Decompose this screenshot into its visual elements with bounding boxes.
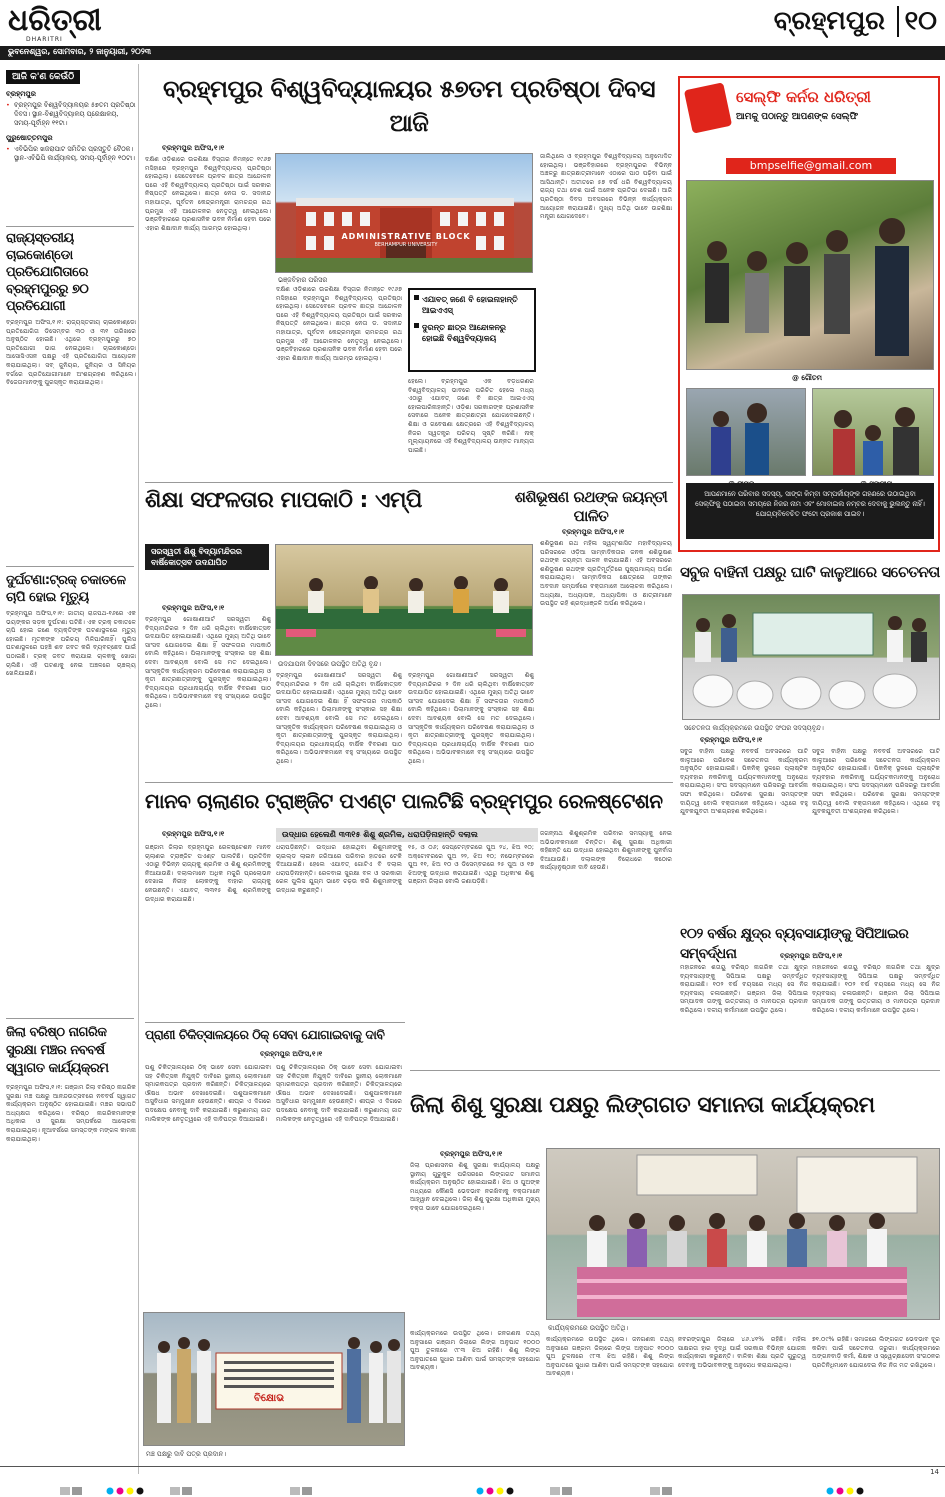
today-city-label: ବ୍ରହ୍ମପୁର — [6, 90, 36, 98]
green-photo-caption: ସଚେତନତା କାର୍ଯ୍ୟକ୍ରମରେ ଉପସ୍ଥିତ ସଂଘର ସଦସ୍ୟବୃନ୍ଦ। — [684, 724, 824, 732]
list-item: • ବ୍ରହ୍ମପୁର ବିଶ୍ୱବିଦ୍ୟାଳୟର ୫୭ତମ ପ୍ରତିଷ୍ଠା ଦିବସ। ସ୍ଥାନ-ବିଶ୍ୱବିଦ୍ୟାଳୟ ପ୍ରେକ୍ଷାଳୟ, ସମୟ-ପୂର୍ବାହ୍ନ ୧୧ଟା। — [6, 101, 136, 128]
masthead-logo — [8, 3, 178, 43]
selfie-photo-3 — [812, 388, 934, 476]
vet-protest-photo — [143, 1312, 405, 1446]
rath-body: ଶଶିଭୂଷଣ ରଥ ମହିଳା ସ୍ୱୟଂଶାସିତ ମହାବିଦ୍ୟାଳୟ ପରିସରରେ ଓଡ଼ିଆ ସାମ୍ବାଦିକତାର ଜନକ ଶଶିଭୂଷଣ ରଥଙ୍କ ଜୟନ୍ତୀ ପାଳନ କରାଯାଇଛି। ଏହି ଅବସରରେ ଶଶିଭୂଷଣ ରଥଙ୍କ ପ୍ରତିମୂର୍ତ୍ତିରେ ପୁଷ୍ପମାଲ୍ୟ ଅର୍ପଣ କରାଯାଇଥିଲା। ସାମ୍ବାଦିକତା କ୍ଷେତ୍ରରେ ତାଙ୍କର ଅବଦାନ ସମ୍ପର୍କରେ ବକ୍ତାମାନେ ଆଲୋଚନା କରିଥିଲେ। ଅଧ୍ୟକ୍ଷା, ଅଧ୍ୟାପକ, ଅଧ୍ୟାପିକା ଓ ଛାତ୍ରୀମାନେ ଉପସ୍ଥିତ ରହି ଶ୍ରଦ୍ଧାଞ୍ଜଳି ଅର୍ପଣ କରିଥିଲେ। — [540, 540, 672, 608]
gender-body-col5: ୭୧.୦୯% ରହିଛି। ସମାଜରେ ଲିଙ୍ଗଗତ ଭେଦଭାବ ଦୂର କରିବା ପାଇଁ ସଚେତନତା ଜରୁରୀ। କାର୍ଯ୍ୟକ୍ରମରେ ଅଙ୍ଗନବାଡ଼ି କର୍ମୀ, ଶିକ୍ଷକ ଓ ସ୍ୱେଚ୍ଛାସେବୀ ସଂଗଠନର ପ୍ରତିନିଧିମାନେ ଯୋଗଦେଇ ନିଜ ନିଜ ମତ ରଖିଥିଲେ। — [812, 1336, 940, 1369]
gender-body-col4: ନବରଙ୍ଗପୁର ଜିଲାରେ ୪୬.୪୧% ରହିଛି। ମହିଳା ସାକ୍ଷରତା ହାର ବୃଦ୍ଧି ପାଇଁ ସରକାର ବିଭିନ୍ନ ଯୋଜନା କାର୍ଯ୍ୟକାରୀ କରୁଛନ୍ତି। ବାଳିକା ଶିକ୍ଷା ପ୍ରତି ଗୁରୁତ୍ୱ ଦେବାକୁ ଅଭିଭାବକଙ୍କୁ ଅନୁରୋଧ କରାଯାଇଥିଲା। — [678, 1336, 806, 1369]
cpi-byline: ବ୍ରହ୍ମପୁର ଅଫିସ,୧।୧ — [780, 952, 843, 960]
selfie-banner — [688, 84, 932, 132]
mp-body-col3: ବ୍ରହ୍ମପୁର ଗୋଷାଣୀଆର୍ଟ ସରସ୍ୱତୀ ଶିଶୁ ବିଦ୍ୟାମନ୍ଦିରର ୨ ଦିନ ଧରି ଚାଲିଥିବା ବାର୍ଷିକୋତ୍ସବ ଉଦଯାପିତ ହୋଇଯାଇଛି। ଏଥିରେ ମୁଖ୍ୟ ଅତିଥି ଭାବେ ସାଂସଦ ଯୋଗଦେଇ ଶିକ୍ଷା ହିଁ ସଫଳତାର ମାପକାଠି ବୋଲି କହିଥିଲେ। ପିଲାମାନଙ୍କୁ ସଂସ୍କାର ସହ ଶିକ୍ଷା ଦେବା ଆବଶ୍ୟକ ବୋଲି ସେ ମତ ଦେଇଥିଲେ। ସାଂସ୍କୃତିକ କାର୍ଯ୍ୟକ୍ରମ ପରିବେଷଣ କରାଯାଇଥିଲା ଓ କୃତୀ ଛାତ୍ରଛାତ୍ରୀଙ୍କୁ ପୁରସ୍କୃତ କରାଯାଇଥିଲା। ବିଦ୍ୟାଳୟର ପ୍ରଧାନାଚାର୍ଯ୍ୟ ବାର୍ଷିକ ବିବରଣୀ ପାଠ କରିଥିଲେ। ଅଭିଭାବକମାନେ ବହୁ ସଂଖ୍ୟାରେ ଉପସ୍ଥିତ ଥିଲେ। — [408, 672, 534, 765]
selfie-label-1: @ ଗୌତମ — [792, 374, 822, 382]
volunteers-illustration — [683, 595, 940, 720]
divider — [145, 782, 673, 783]
footer-rule — [0, 1466, 945, 1467]
footer-page-ref: 14 — [930, 1468, 939, 1476]
column-rule — [138, 64, 139, 1474]
green-headline: ସବୁଜ ବାହିନୀ ପକ୍ଷରୁ ଘାଟି କାଳୁଆରେ ସଚେତନତା — [680, 563, 940, 581]
today-box — [6, 64, 136, 163]
cpi-body-col1: ମହାଜନରେ ଶତାୟୁ ବରିଷ୍ଠ ନାଗରିକ ତଥା କ୍ଷୁଦ୍ର ବ୍ୟବସାୟୀଙ୍କୁ ସିପିଆଇ ପକ୍ଷରୁ ସମ୍ବର୍ଦ୍ଧିତ କରାଯାଇଛି। ୧୦୨ ବର୍ଷ ବୟସରେ ମଧ୍ୟ ସେ ନିଜ ବ୍ୟବସାୟ ଚଳାଉଛନ୍ତି। ଗଞ୍ଜାମ ଜିଲା ସିପିଆଇ ସମ୍ପାଦକ ତାଙ୍କୁ ଉତ୍ତରୀୟ ଓ ମାନପତ୍ର ପ୍ରଦାନ କରିଥିଲେ। ଦଳୀୟ କର୍ମୀମାନେ ଉପସ୍ଥିତ ଥିଲେ। — [680, 964, 808, 1014]
cpi-body-col2: ମହାଜନରେ ଶତାୟୁ ବରିଷ୍ଠ ନାଗରିକ ତଥା କ୍ଷୁଦ୍ର ବ୍ୟବସାୟୀଙ୍କୁ ସିପିଆଇ ପକ୍ଷରୁ ସମ୍ବର୍ଦ୍ଧିତ କରାଯାଇଛି। ୧୦୨ ବର୍ଷ ବୟସରେ ମଧ୍ୟ ସେ ନିଜ ବ୍ୟବସାୟ ଚଳାଉଛନ୍ତି। ଗଞ୍ଜାମ ଜିଲା ସିପିଆଇ ସମ୍ପାଦକ ତାଙ୍କୁ ଉତ୍ତରୀୟ ଓ ମାନପତ୍ର ପ୍ରଦାନ କରିଥିଲେ। ଦଳୀୟ କର୍ମୀମାନେ ଉପସ୍ଥିତ ଥିଲେ। — [812, 964, 940, 1014]
mp-subheadline: ସରସ୍ୱତୀ ଶିଶୁ ବିଦ୍ୟାମନ୍ଦିରର ବାର୍ଷିକୋତ୍ସବ ଉଦଯାପିତ — [145, 544, 269, 570]
phone-icon — [684, 82, 732, 133]
university-building-illustration — [276, 154, 533, 273]
green-body-col1: ସବୁଜ ବାହିନୀ ପକ୍ଷରୁ ନବବର୍ଷ ଅବସରରେ ଘାଟି କାଳୁଆରେ ପରିବେଶ ସଚେତନତା କାର୍ଯ୍ୟକ୍ରମ ଅନୁଷ୍ଠିତ ହୋଇଯାଇଛି। ପିକନିକ୍ ସ୍ଥଳରେ ପ୍ଲାଷ୍ଟିକ ବ୍ୟବହାର ନକରିବାକୁ ପର୍ଯ୍ୟଟକମାନଙ୍କୁ ଅନୁରୋଧ କରାଯାଇଥିଲା। ସଂଘ ସଦସ୍ୟମାନେ ପରିସରରୁ ଆବର୍ଜନା ସଫା କରିଥିଲେ। ପରିବେଶ ସୁରକ୍ଷା ସମସ୍ତଙ୍କ ଦାୟିତ୍ୱ ବୋଲି ବକ୍ତାମାନେ କହିଥିଲେ। ଏଥିରେ ବହୁ ଯୁବକଯୁବତୀ ଅଂଶଗ୍ରହଣ କରିଥିଲେ। — [680, 748, 808, 816]
gender-headline: ଜିଲା ଶିଶୁ ସୁରକ୍ଷା ପକ୍ଷରୁ ଲିଙ୍ଗଗତ ସମାନତା କାର୍ଯ୍ୟକ୍ରମ — [410, 1093, 875, 1118]
rail-body-col4: ଜଗନ୍ନାଥ ଶିଶୁଶ୍ରମିକ ପରିବାର ସମସ୍ୟାକୁ ନେଇ ଅଭିଭାବକମାନେ ଚିନ୍ତିତ। ଶିଶୁ ସୁରକ୍ଷା ଅଧିକାରୀ କହିଛନ୍ତି ଯେ ଉଦ୍ଧାର ହୋଇଥିବା ଶିଶୁମାନଙ୍କୁ ପୁନର୍ବାସ ଦିଆଯାଉଛି। ଦଲାଲଙ୍କ ବିରୋଧରେ କଠୋର କାର୍ଯ୍ୟାନୁଷ୍ଠାନ ଦାବି ହେଉଛି। — [540, 830, 672, 872]
vet-headline: ପ୍ରାଣୀ ଚିକିତ୍ସାଳୟରେ ଠିକ୍ ସେବା ଯୋଗାଇବାକୁ ଦାବି — [145, 1027, 385, 1042]
square-bullet-icon — [414, 323, 419, 328]
square-bullet-icon — [414, 295, 419, 300]
selfie-banner-title: ସେଲ୍ଫି କର୍ନର ଧରିତ୍ରୀ — [736, 88, 871, 106]
today-city2-label: ପୁରୁଷୋତ୍ତମପୁର — [6, 134, 53, 142]
rail-headline: ମାନବ ଚାଲାଣର ଟ୍ରାଞ୍ଜିଟ ପଏଣ୍ଟ ପାଲଟିଛି ବ୍ରହ୍ମପୁର ରେଳଷ୍ଟେଶନ — [145, 789, 663, 813]
pull-quote-1-text: ଏଯାବତ୍ ଜଣେ ବି ହୋଇନାହାନ୍ତି ଆଇଏଏସ୍ — [422, 295, 518, 315]
mp-photo-caption: ଉଦଯାପନୀ ଦିବସରେ ଉପସ୍ଥିତ ଅତିଥି ବୃନ୍ଦ। — [278, 660, 381, 668]
divider — [6, 1018, 134, 1019]
group-people-illustration — [687, 389, 806, 476]
story-taekwondo — [6, 230, 136, 559]
pull-quote-1 — [414, 294, 530, 316]
rath-byline: ବ୍ରହ୍ମପୁର ଅଫିସ,୧।୧ — [562, 528, 625, 536]
story-body: ବ୍ରହ୍ମପୁର ଅଫିସ,୧।୧: ଜାତୀୟ ରାଜପଥ-୧୬ରେ ଏକ ଭୟଙ୍କର ସଡ଼କ ଦୁର୍ଘଟଣା ଘଟିଛି। ଏକ ଟ୍ରକ୍ ଚକାତଳେ ଚାପି ହୋଇ ଜଣେ ବ୍ୟକ୍ତିଙ୍କ ଘଟଣାସ୍ଥଳରେ ମୃତ୍ୟୁ ହୋଇଛି। ମୃତକଙ୍କ ପରିଚୟ ମିଳିପାରିନାହିଁ। ପୁଲିସ ଘଟଣାସ୍ଥଳରେ ପହଞ୍ଚି ଶବ ଜବତ କରି ବ୍ୟବଚ୍ଛେଦ ପାଇଁ ପଠାଇଛି। ଟ୍ରକ୍ ଜବତ କରାଯାଇ ଚାଳକକୁ ଖୋଜା ଚାଲିଛି। ଏହି ଘଟଣାକୁ ନେଇ ଅଞ୍ଚଳରେ ଚାଞ୍ଚଲ୍ୟ ଖେଳିଯାଇଛି। — [6, 610, 136, 678]
selfie-photo-1 — [686, 180, 934, 370]
logo-subtext: DHARITRI — [26, 36, 63, 43]
photo-caption: ଭଞ୍ଜବିହାର ପରିସର — [278, 276, 328, 284]
today-list — [6, 101, 136, 128]
story-body: ବ୍ରହ୍ମପୁର ଅଫିସ,୧।୧: ରାଜ୍ୟସ୍ତରୀୟ ଚାଇକୋଣ୍ଡୋ ପ୍ରତିଯୋଗିତା ଡିସେମ୍ବର ୩୦ ଓ ୩୧ ତାରିଖରେ ଅନୁଷ୍ଠିତ ହୋଇଛି। ଏଥିରେ ବ୍ରହ୍ମପୁରରୁ ୭୦ ପ୍ରତିଯୋଗୀ ଭାଗ ନେଇଥିଲେ। ଚାଇକୋଣ୍ଡୋ ଆସୋସିଏସନ ପକ୍ଷରୁ ଏହି ପ୍ରତିଯୋଗିତା ଆୟୋଜନ କରାଯାଇଥିଲା। ସବ୍ ଜୁନିୟର, ଜୁନିୟର ଓ ସିନିୟର ବର୍ଗରେ ପ୍ରତିଯୋଗୀମାନେ ଅଂଶଗ୍ରହଣ କରିଥିଲେ। ବିଜେତାମାନଙ୍କୁ ପୁରସ୍କୃତ କରାଯାଇଥିଲା। — [6, 319, 136, 387]
mp-event-photo — [275, 544, 533, 656]
vet-body-col2: ପଶୁ ଚିକିତ୍ସାଳୟରେ ଠିକ୍ ଭାବେ ସେବା ଯୋଗାଇବା ସହ ଚିକିତ୍ସକ ନିଯୁକ୍ତି ଦାବିରେ ସ୍ଥାନୀୟ ଲୋକମାନେ ସ୍ମାରକପତ୍ର ପ୍ରଦାନ କରିଛନ୍ତି। ଚିକିତ୍ସାଳୟରେ ଔଷଧ ଅଭାବ ଦେଖାଦେଇଛି। ପଶୁପାଳକମାନେ ଅସୁବିଧାର ସମ୍ମୁଖୀନ ହେଉଛନ୍ତି। ଶୀଘ୍ର ଏ ଦିଗରେ ପଦକ୍ଷେପ ନେବାକୁ ଦାବି କରାଯାଇଛି। କରୁଣାମୟ ଜାତ ମାଲିକଙ୍କ ନେତୃତ୍ୱରେ ଏହି ଦାବିପତ୍ର ଦିଆଯାଇଛି। — [276, 1064, 402, 1123]
gender-body-col3: କାର୍ଯ୍ୟକ୍ରମରେ ଉପସ୍ଥିତ ଥିଲେ। ଜନଗଣନା ତଥ୍ୟ ଅନୁସାରେ ଗଞ୍ଜାମ ଜିଲାରେ ଲିଙ୍ଗ ଅନୁପାତ ୧୦୦୦ ପୁଅ ତୁଳନାରେ ୯୮୩ ଝିଅ ରହିଛି। ଶିଶୁ ଲିଙ୍ଗ ଅନୁପାତରେ ସୁଧାର ଆଣିବା ପାଇଁ ସମସ୍ତଙ୍କ ସହଯୋଗ ଆବଶ୍ୟକ। — [546, 1336, 674, 1378]
group-people-illustration — [813, 389, 934, 476]
headline: ଜିଲା ବରିଷ୍ଠ ନାଗରିକ ସୁରକ୍ଷା ମଞ୍ଚର ନବବର୍ଷ ସ୍ୱାଗତ କାର୍ଯ୍ୟକ୍ରମ — [6, 1025, 109, 1076]
rail-byline: ବ୍ରହ୍ମପୁର ଅଫିସ,୧।୧ — [162, 830, 225, 838]
lead-body-col2: ଦକ୍ଷିଣ ଓଡ଼ିଶାରେ ଉଚ୍ଚଶିକ୍ଷା ବିସ୍ତାର ନିମନ୍ତେ ୧୯୬୭ ମସିହାରେ ବ୍ରହ୍ମପୁର ବିଶ୍ୱବିଦ୍ୟାଳୟ ପ୍ରତିଷ୍ଠା ହୋଇଥିଲା। ସେତେବେଳେ ପ୍ରବଳ ଛାତ୍ର ଆନ୍ଦୋଳନ ପରେ ଏହି ବିଶ୍ୱବିଦ୍ୟାଳୟ ପ୍ରତିଷ୍ଠା ପାଇଁ ସରକାର ନିଷ୍ପତ୍ତି ନେଇଥିଲେ। ଛାତ୍ର ନେତା ଡ. ସଦାନନ୍ଦ ମହାପାତ୍ର, ପୂର୍ବତନ କେନ୍ଦ୍ରମନ୍ତ୍ରୀ ରାମଚନ୍ଦ୍ର ରଥ ପ୍ରମୁଖ ଏହି ଆନ୍ଦୋଳନର ନେତୃତ୍ୱ ନେଇଥିଲେ। ଭଞ୍ଜବିହାରରେ ପ୍ରଶାସନିକ ଭବନ ନିର୍ମାଣ ହେବା ପରେ ଏହାର ଶିକ୍ଷାଦାନ କାର୍ଯ୍ୟ ଆରମ୍ଭ ହୋଇଥିଲା। — [276, 286, 402, 362]
lead-body-col3: ହେଲେ। ବ୍ରହ୍ମପୁର ଏକ ବଡ଼ଧରଣର ବିଶ୍ୱବିଦ୍ୟାଳୟ ଭାବରେ ପରିଚିତ ହେଲେ ମଧ୍ୟ ଏଠାରୁ ଏଯାବତ୍ ଜଣେ ବି ଛାତ୍ର ଆଇଏଏସ୍ ହୋଇପାରିନାହାନ୍ତି। ଓଡ଼ିଶା ସରକାରଙ୍କ ପ୍ରଶାସନିକ ସେବାରେ ଅନେକ ଛାତ୍ରଛାତ୍ରୀ ଯୋଗଦେଇଛନ୍ତି। ଶିକ୍ଷା ଓ ଗବେଷଣା କ୍ଷେତ୍ରରେ ଏହି ବିଶ୍ୱବିଦ୍ୟାଳୟ ନିଜର ସ୍ୱତନ୍ତ୍ର ପରିଚୟ ସୃଷ୍ଟି କରିଛି। ନାକ୍ ମୂଲ୍ୟାୟନରେ ଏହି ବିଶ୍ୱବିଦ୍ୟାଳୟ ଉନ୍ନତ ମାନ୍ୟତା ପାଇଛି। — [408, 378, 534, 454]
gender-body-col1: ଜିଲା ପ୍ରଶାସନର ଶିଶୁ ସୁରକ୍ଷା କାର୍ଯ୍ୟାଳୟ ପକ୍ଷରୁ ସ୍ଥାନୀୟ ଗୁରୁକୁଳ ପରିସରରେ ଲିଙ୍ଗଗତ ସମାନତା କାର୍ଯ୍ୟକ୍ରମ ଅନୁଷ୍ଠିତ ହୋଇଯାଇଛି। ଝିଅ ଓ ପୁଅଙ୍କ ମଧ୍ୟରେ କୌଣସି ଭେଦଭାବ ନରଖିବାକୁ ବକ୍ତାମାନେ ଆହ୍ୱାନ ଦେଇଥିଲେ। ଜିଲା ଶିଶୁ ସୁରକ୍ଷା ଅଧିକାରୀ ମୁଖ୍ୟ ବକ୍ତା ଭାବେ ଯୋଗଦେଇଥିଲେ। — [410, 1162, 540, 1212]
rail-body-col2: ଧରାପଡ଼ିଛନ୍ତି। ଉଦ୍ଧାର ହୋଇଥିବା ଶିଶୁମାନଙ୍କୁ ଚାଇଲ୍ଡ ଲାଇନ ଜରିଆରେ ପରିବାର ହାତରେ ଟେକି ଦିଆଯାଇଛି। ହେଲେ ଏଯାବତ୍ ଗୋଟିଏ ବି ଦଲାଲ ଧରାପଡ଼ିନାହାନ୍ତି। ରେଳବାଇ ସୁରକ୍ଷା ବଳ ଓ ସରକାରୀ ରେଳ ପୁଲିସ ଯୁଗ୍ମ ଭାବେ ଚଢ଼ଉ କରି ଶିଶୁମାନଙ୍କୁ ଉଦ୍ଧାର କରୁଛନ୍ତି। — [276, 844, 402, 894]
divider — [145, 482, 673, 483]
green-body-col2: ସବୁଜ ବାହିନୀ ପକ୍ଷରୁ ନବବର୍ଷ ଅବସରରେ ଘାଟି କାଳୁଆରେ ପରିବେଶ ସଚେତନତା କାର୍ଯ୍ୟକ୍ରମ ଅନୁଷ୍ଠିତ ହୋଇଯାଇଛି। ପିକନିକ୍ ସ୍ଥଳରେ ପ୍ଲାଷ୍ଟିକ ବ୍ୟବହାର ନକରିବାକୁ ପର୍ଯ୍ୟଟକମାନଙ୍କୁ ଅନୁରୋଧ କରାଯାଇଥିଲା। ସଂଘ ସଦସ୍ୟମାନେ ପରିସରରୁ ଆବର୍ଜନା ସଫା କରିଥିଲେ। ପରିବେଶ ସୁରକ୍ଷା ସମସ୍ତଙ୍କ ଦାୟିତ୍ୱ ବୋଲି ବକ୍ତାମାନେ କହିଥିଲେ। ଏଥିରେ ବହୁ ଯୁବକଯୁବତୀ ଅଂଶଗ୍ରହଣ କରିଥିଲେ। — [812, 748, 940, 816]
lead-headline: ବ୍ରହ୍ମପୁର ବିଶ୍ୱବିଦ୍ୟାଳୟର ୫୭ତମ ପ୍ରତିଷ୍ଠା ଦିବସ ଆଜି — [162, 75, 656, 137]
protest-banner-text: ବିକ୍ଷୋଭ — [254, 1393, 285, 1404]
gender-event-photo — [546, 1148, 940, 1320]
green-byline: ବ୍ରହ୍ମପୁର ଅଫିସ,୧।୧ — [700, 736, 763, 744]
mp-body-col1: ବ୍ରହ୍ମପୁର ଗୋଷାଣୀଆର୍ଟ ସରସ୍ୱତୀ ଶିଶୁ ବିଦ୍ୟାମନ୍ଦିରର ୨ ଦିନ ଧରି ଚାଲିଥିବା ବାର୍ଷିକୋତ୍ସବ ଉଦଯାପିତ ହୋଇଯାଇଛି। ଏଥିରେ ମୁଖ୍ୟ ଅତିଥି ଭାବେ ସାଂସଦ ଯୋଗଦେଇ ଶିକ୍ଷା ହିଁ ସଫଳତାର ମାପକାଠି ବୋଲି କହିଥିଲେ। ପିଲାମାନଙ୍କୁ ସଂସ୍କାର ସହ ଶିକ୍ଷା ଦେବା ଆବଶ୍ୟକ ବୋଲି ସେ ମତ ଦେଇଥିଲେ। ସାଂସ୍କୃତିକ କାର୍ଯ୍ୟକ୍ରମ ପରିବେଷଣ କରାଯାଇଥିଲା ଓ କୃତୀ ଛାତ୍ରଛାତ୍ରୀଙ୍କୁ ପୁରସ୍କୃତ କରାଯାଇଥିଲା। ବିଦ୍ୟାଳୟର ପ୍ରଧାନାଚାର୍ଯ୍ୟ ବାର୍ଷିକ ବିବରଣୀ ପାଠ କରିଥିଲେ। ଅଭିଭାବକମାନେ ବହୁ ସଂଖ୍ୟାରେ ଉପସ୍ଥିତ ଥିଲେ। — [145, 616, 271, 709]
gender-byline: ବ୍ରହ୍ମପୁର ଅଫିସ,୧।୧ — [440, 1150, 503, 1158]
vet-photo-caption: ମଞ୍ଚ ପକ୍ଷରୁ ଦାବି ପତ୍ର ପ୍ରଦାନ। — [146, 1450, 227, 1458]
pull-quote-2-text: ଦୁରନ୍ତ ଛାତ୍ର ଆନ୍ଦୋଳନରୁ ହୋଇଛି ବିଶ୍ୱବିଦ୍ୟାଳୟ — [422, 323, 506, 343]
selfie-banner-sub: ଆମକୁ ପଠାନ୍ତୁ ଆପଣଙ୍କ ସେଲ୍ଫି — [736, 112, 859, 122]
stage-guests-illustration — [276, 545, 533, 656]
cpi-headline: ୧୦୨ ବର୍ଷର କ୍ଷୁଦ୍ର ବ୍ୟବସାୟୀଙ୍କୁ ସିପିଆଇର ସମ୍ବର୍ଦ୍ଧନା — [680, 926, 909, 962]
vet-body-col1: ପଶୁ ଚିକିତ୍ସାଳୟରେ ଠିକ୍ ଭାବେ ସେବା ଯୋଗାଇବା ସହ ଚିକିତ୍ସକ ନିଯୁକ୍ତି ଦାବିରେ ସ୍ଥାନୀୟ ଲୋକମାନେ ସ୍ମାରକପତ୍ର ପ୍ରଦାନ କରିଛନ୍ତି। ଚିକିତ୍ସାଳୟରେ ଔଷଧ ଅଭାବ ଦେଖାଦେଇଛି। ପଶୁପାଳକମାନେ ଅସୁବିଧାର ସମ୍ମୁଖୀନ ହେଉଛନ୍ତି। ଶୀଘ୍ର ଏ ଦିଗରେ ପଦକ୍ଷେପ ନେବାକୁ ଦାବି କରାଯାଇଛି। କରୁଣାମୟ ଜାତ ମାଲିକଙ୍କ ନେତୃତ୍ୱରେ ଏହି ଦାବିପତ୍ର ଦିଆଯାଇଛି। — [145, 1064, 271, 1123]
group-people-illustration — [687, 181, 934, 370]
building-subsign: BERHAMPUR UNIVERSITY — [374, 242, 438, 248]
gender-body-col2: କାର୍ଯ୍ୟକ୍ରମରେ ଉପସ୍ଥିତ ଥିଲେ। ଜନଗଣନା ତଥ୍ୟ ଅନୁସାରେ ଗଞ୍ଜାମ ଜିଲାରେ ଲିଙ୍ଗ ଅନୁପାତ ୧୦୦୦ ପୁଅ ତୁଳନାରେ ୯୮୩ ଝିଅ ରହିଛି। ଶିଶୁ ଲିଙ୍ଗ ଅନୁପାତରେ ସୁଧାର ଆଣିବା ପାଇଁ ସମସ୍ତଙ୍କ ସହଯୋଗ ଆବଶ୍ୟକ। — [410, 1330, 540, 1372]
seated-guests-illustration — [547, 1149, 940, 1320]
lead-body-col4: ଜାଲିଥିଲେ ଓ ବ୍ରହ୍ମପୁର ବିଶ୍ୱବିଦ୍ୟାଳୟ ଅନୁମୋଦିତ ହୋଇଥିଲା। ଭଞ୍ଜବିହାରରେ ବ୍ରହ୍ମପୁରର ବିଭିନ୍ନ ଅଞ୍ଚଳରୁ ଛାତ୍ରଛାତ୍ରୀମାନେ ଏଠାରେ ପାଠ ପଢ଼ିବା ପାଇଁ ଆସିଥାନ୍ତି। ଅତୀତରେ ୫୭ ବର୍ଷ ଧରି ବିଶ୍ୱବିଦ୍ୟାଳୟ ରାଜ୍ୟ ତଥା ଦେଶ ପାଇଁ ଅନେକ ପ୍ରତିଭା ଦେଇଛି। ଆଜି ପ୍ରତିଷ୍ଠା ଦିବସ ଅବସରରେ ବିଭିନ୍ନ କାର୍ଯ୍ୟକ୍ରମ ଆୟୋଜନ କରାଯାଇଛି। ମୁଖ୍ୟ ଅତିଥି ଭାବେ ଉଚ୍ଚଶିକ୍ଷା ମନ୍ତ୍ରୀ ଯୋଗଦେବେ। — [540, 153, 672, 221]
logo-wordmark: ଧରିତ୍ରୀ — [8, 3, 102, 38]
mp-body-col2: ବ୍ରହ୍ମପୁର ଗୋଷାଣୀଆର୍ଟ ସରସ୍ୱତୀ ଶିଶୁ ବିଦ୍ୟାମନ୍ଦିରର ୨ ଦିନ ଧରି ଚାଲିଥିବା ବାର୍ଷିକୋତ୍ସବ ଉଦଯାପିତ ହୋଇଯାଇଛି। ଏଥିରେ ମୁଖ୍ୟ ଅତିଥି ଭାବେ ସାଂସଦ ଯୋଗଦେଇ ଶିକ୍ଷା ହିଁ ସଫଳତାର ମାପକାଠି ବୋଲି କହିଥିଲେ। ପିଲାମାନଙ୍କୁ ସଂସ୍କାର ସହ ଶିକ୍ଷା ଦେବା ଆବଶ୍ୟକ ବୋଲି ସେ ମତ ଦେଇଥିଲେ। ସାଂସ୍କୃତିକ କାର୍ଯ୍ୟକ୍ରମ ପରିବେଷଣ କରାଯାଇଥିଲା ଓ କୃତୀ ଛାତ୍ରଛାତ୍ରୀଙ୍କୁ ପୁରସ୍କୃତ କରାଯାଇଥିଲା। ବିଦ୍ୟାଳୟର ପ୍ରଧାନାଚାର୍ଯ୍ୟ ବାର୍ଷିକ ବିବରଣୀ ପାଠ କରିଥିଲେ। ଅଭିଭାବକମାନେ ବହୁ ସଂଖ୍ୟାରେ ଉପସ୍ଥିତ ଥିଲେ। — [276, 672, 402, 765]
edition-city: ବ୍ରହ୍ମପୁର — [773, 6, 885, 36]
divider — [6, 226, 134, 227]
protesters-illustration — [144, 1313, 405, 1446]
rail-body-col1: ଗଞ୍ଜାମ ଜିଲାର ବ୍ରହ୍ମପୁର ରେଳଷ୍ଟେଶନ ମାନବ ଚାଲାଣର ଟ୍ରାଞ୍ଜିଟ ପଏଣ୍ଟ ପାଲଟିଛି। ପ୍ରତିଦିନ ଏଠାରୁ ବିଭିନ୍ନ ରାଜ୍ୟକୁ ଶ୍ରମିକ ଓ ଶିଶୁ ଶ୍ରମିକଙ୍କୁ ନିଆଯାଉଛି। ଦଲାଲମାନେ ଅଧିକ ମଜୁରି ପ୍ରଲୋଭନ ଦେଖାଇ ନିରୀହ ଲୋକଙ୍କୁ ବାହାର ରାଜ୍ୟକୁ ନେଉଛନ୍ତି। ଏଯାବତ୍ ୩୩୧୫ ଶିଶୁ ଶ୍ରମିକଙ୍କୁ ଉଦ୍ଧାର କରାଯାଇଛି। — [145, 844, 271, 903]
selfie-photo-2 — [686, 388, 806, 476]
mp-headline: ଶିକ୍ଷା ସଫଳତାର ମାପକାଠି : ଏମ୍‌ପି — [145, 488, 422, 513]
today-list-2 — [6, 145, 136, 163]
dateline: ଭୁବନେଶ୍ୱର, ସୋମବାର, ୨ ଜାନୁୟାରୀ, ୨୦୨୩ — [8, 47, 152, 56]
building-sign: ADMINISTRATIVE BLOCK — [341, 232, 471, 241]
color-registration-strip — [50, 1485, 910, 1497]
divider — [410, 1070, 940, 1071]
rail-body-col3: ୧୫, ଓ ୦୬; ସେପ୍ଟେମ୍ବରରେ ପୁଅ ୨୪, ଝିଅ ୧୦; ଅକ୍ଟୋବରରେ ପୁଅ ୨୨, ଝିଅ ୧୦; ନଭେମ୍ବରରେ ପୁଅ ୧୧, ଝିଅ ୧୦ ଓ ଡିସେମ୍ବରରେ ୨୫ ପୁଅ ଓ ୧୭ ଝିଅଙ୍କୁ ଉଦ୍ଧାର କରାଯାଇଛି। ଏଥିରୁ ଅଧିକାଂଶ ଶିଶୁ ଗଞ୍ଜାମ ଜିଲାର ବୋଲି ଜଣାପଡ଼ିଛି। — [408, 844, 534, 886]
gender-photo-caption: କାର୍ଯ୍ୟକ୍ରମରେ ଉପସ୍ଥିତ ଅତିଥି। — [548, 1324, 629, 1332]
pull-quote-box — [408, 288, 536, 372]
headline: ଦୁର୍ଘଟଣା:ଟ୍ରକ୍ ଚକାତଳେ ଚାପି ହୋଇ ମୃତ୍ୟୁ — [6, 573, 126, 605]
story-accident — [6, 572, 136, 1010]
rail-subheadline: ଉଦ୍ଧାର ହେଲେଣି ୩୩୧୫ ଶିଶୁ ଶ୍ରମିକ, ଧରାପଡ଼ିନାହାନ୍ତି ଦଲାଲ — [276, 828, 538, 842]
lead-byline: ବ୍ରହ୍ମପୁର ଅଫିସ,୧।୧ — [162, 144, 225, 152]
lead-body-col1: ଦକ୍ଷିଣ ଓଡ଼ିଶାରେ ଉଚ୍ଚଶିକ୍ଷା ବିସ୍ତାର ନିମନ୍ତେ ୧୯୬୭ ମସିହାରେ ବ୍ରହ୍ମପୁର ବିଶ୍ୱବିଦ୍ୟାଳୟ ପ୍ରତିଷ୍ଠା ହୋଇଥିଲା। ସେତେବେଳେ ପ୍ରବଳ ଛାତ୍ର ଆନ୍ଦୋଳନ ପରେ ଏହି ବିଶ୍ୱବିଦ୍ୟାଳୟ ପ୍ରତିଷ୍ଠା ପାଇଁ ସରକାର ନିଷ୍ପତ୍ତି ନେଇଥିଲେ। ଛାତ୍ର ନେତା ଡ. ସଦାନନ୍ଦ ମହାପାତ୍ର, ପୂର୍ବତନ କେନ୍ଦ୍ରମନ୍ତ୍ରୀ ରାମଚନ୍ଦ୍ର ରଥ ପ୍ରମୁଖ ଏହି ଆନ୍ଦୋଳନର ନେତୃତ୍ୱ ନେଇଥିଲେ। ଭଞ୍ଜବିହାରରେ ପ୍ରଶାସନିକ ଭବନ ନିର୍ମାଣ ହେବା ପରେ ଏହାର ଶିକ୍ଷାଦାନ କାର୍ଯ୍ୟ ଆରମ୍ଭ ହୋଇଥିଲା। — [145, 156, 271, 232]
selfie-instructions: ଆପଣମାନେ ପରିବାର ସଦସ୍ୟ, ସାଙ୍ଗ କିମ୍ବା ସମ୍ପର୍କୀୟଙ୍କ ଗହଣରେ ଉଠାଇଥିବା ସେଲ୍ଫିକୁ ପଠାଇବା ସମୟରେ ନିଜର ନାମ ଏବଂ ମୋବାଇଲ ନମ୍ବର ଦେବାକୁ ଭୁଲନ୍ତୁ ନାହିଁ। ଯୋଗ୍ୟବିବେଚିତ ଫଟୋ ପ୍ରକାଶ ପାଇବ। — [686, 483, 934, 539]
selfie-corner-panel — [678, 76, 940, 552]
vet-byline: ବ୍ରହ୍ମପୁର ଅଫିସ,୧।୧ — [260, 1050, 323, 1058]
mp-byline: ବ୍ରହ୍ମପୁର ଅଫିସ,୧।୧ — [162, 604, 225, 612]
university-building-photo — [275, 153, 533, 273]
divider — [6, 566, 134, 567]
selfie-email: bmpselfie@gmail.com — [726, 158, 896, 174]
headline: ରାଜ୍ୟସ୍ତରୀୟ ଚାଇକୋଣ୍ଡୋ ପ୍ରତିଯୋଗିତାରେ ବ୍ରହ୍ମପୁରରୁ ୭୦ ପ୍ରତିଯୋଗୀ — [6, 231, 89, 314]
pull-quote-2 — [414, 322, 530, 344]
divider — [145, 1022, 405, 1023]
today-heading: ଆଜି କ'ଣ କେଉଁଠି — [6, 70, 80, 84]
story-body: ବ୍ରହ୍ମପୁର ଅଫିସ,୧।୧: ଗଞ୍ଜାମ ଜିଲା ବରିଷ୍ଠ ନାଗରିକ ସୁରକ୍ଷା ମଞ୍ଚ ପକ୍ଷରୁ ଆନନ୍ଦଉତ୍ସବରେ ନବବର୍ଷ ସ୍ୱାଗତ କାର୍ଯ୍ୟକ୍ରମ ଅନୁଷ୍ଠିତ ହୋଇଯାଇଛି। ମଞ୍ଚର ସଭାପତି ଅଧ୍ୟକ୍ଷତା କରିଥିଲେ। ବରିଷ୍ଠ ନାଗରିକମାନଙ୍କ ଅଧିକାର ଓ ସୁରକ୍ଷା ସମ୍ପର୍କରେ ଆଲୋଚନା କରାଯାଇଥିଲା। ନୂଆବର୍ଷରେ ସମସ୍ତଙ୍କ ମଙ୍ଗଳ କାମନା କରାଯାଇଥିଲା। — [6, 1084, 136, 1143]
registration-marks — [50, 1482, 910, 1494]
story-senior-citizens — [6, 1024, 136, 1464]
rath-headline: ଶଶିଭୂଷଣ ରଥଙ୍କ ଜୟନ୍ତୀ ପାଳିତ — [514, 488, 668, 525]
list-item: • ଏବିଭିପିର ଖଜରାପାଟ ସମିତିର ପ୍ରସ୍ତୁତି ବୈଠକ। ସ୍ଥାନ-ଏବିଭିପି କାର୍ଯ୍ୟାଳୟ, ସମୟ-ପୂର୍ବାହ୍ନ ୧୦ଟା। — [6, 145, 136, 163]
green-event-photo — [682, 594, 940, 720]
page-number: ୧୦ — [897, 6, 937, 37]
